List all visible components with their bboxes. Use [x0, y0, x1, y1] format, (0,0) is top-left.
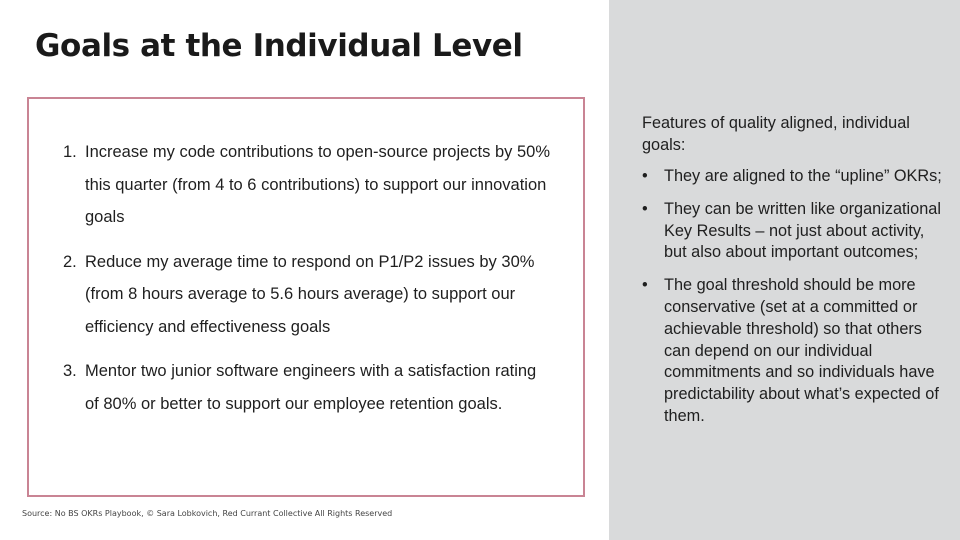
goal-number: 1.	[63, 143, 77, 161]
feature-item	[642, 199, 942, 264]
bullet-icon: •	[642, 167, 648, 185]
feature-text: They can be written like organizational Key Results – not just about activity, but also about important outcomes;	[664, 199, 941, 262]
features-intro: Features of quality aligned, individual goals:	[642, 114, 910, 154]
goal-item	[63, 246, 553, 344]
goal-item	[63, 136, 553, 234]
goal-item	[63, 355, 553, 420]
slide-title: Goals at the Individual Level	[35, 28, 523, 64]
goal-number: 3.	[63, 362, 77, 380]
goal-number: 2.	[63, 252, 77, 271]
goal-text: Increase my code contributions to open-source projects by 50% this quarter (from 4 to 6 contributions) to support our innovation goals	[85, 143, 550, 226]
goals-box	[27, 97, 585, 497]
feature-text: The goal threshold should be more conservative (set at a committed or achievable threshold) so that others can depend on our individual commitments and so individuals have predictability about what’s expected of them.	[664, 276, 939, 425]
goal-text: Mentor two junior software engineers with a satisfaction rating of 80% or better to support our employee retention goals.	[85, 362, 537, 413]
feature-item	[642, 275, 942, 428]
feature-text: They are aligned to the “upline” OKRs;	[664, 167, 942, 185]
bullet-icon: •	[642, 276, 648, 295]
source-citation: Source: No BS OKRs Playbook, © Sara Lobkovich, Red Currant Collective All Rights Reserved	[22, 509, 393, 518]
goal-list	[63, 136, 553, 432]
goal-text: Reduce my average time to respond on P1/P2 issues by 30% (from 8 hours average to 5.6 hours average) to support our efficiency and effectiveness goals	[85, 252, 535, 336]
feature-item	[642, 166, 942, 188]
features-list	[642, 166, 942, 439]
bullet-icon: •	[642, 199, 648, 218]
features-side-panel	[609, 0, 960, 540]
